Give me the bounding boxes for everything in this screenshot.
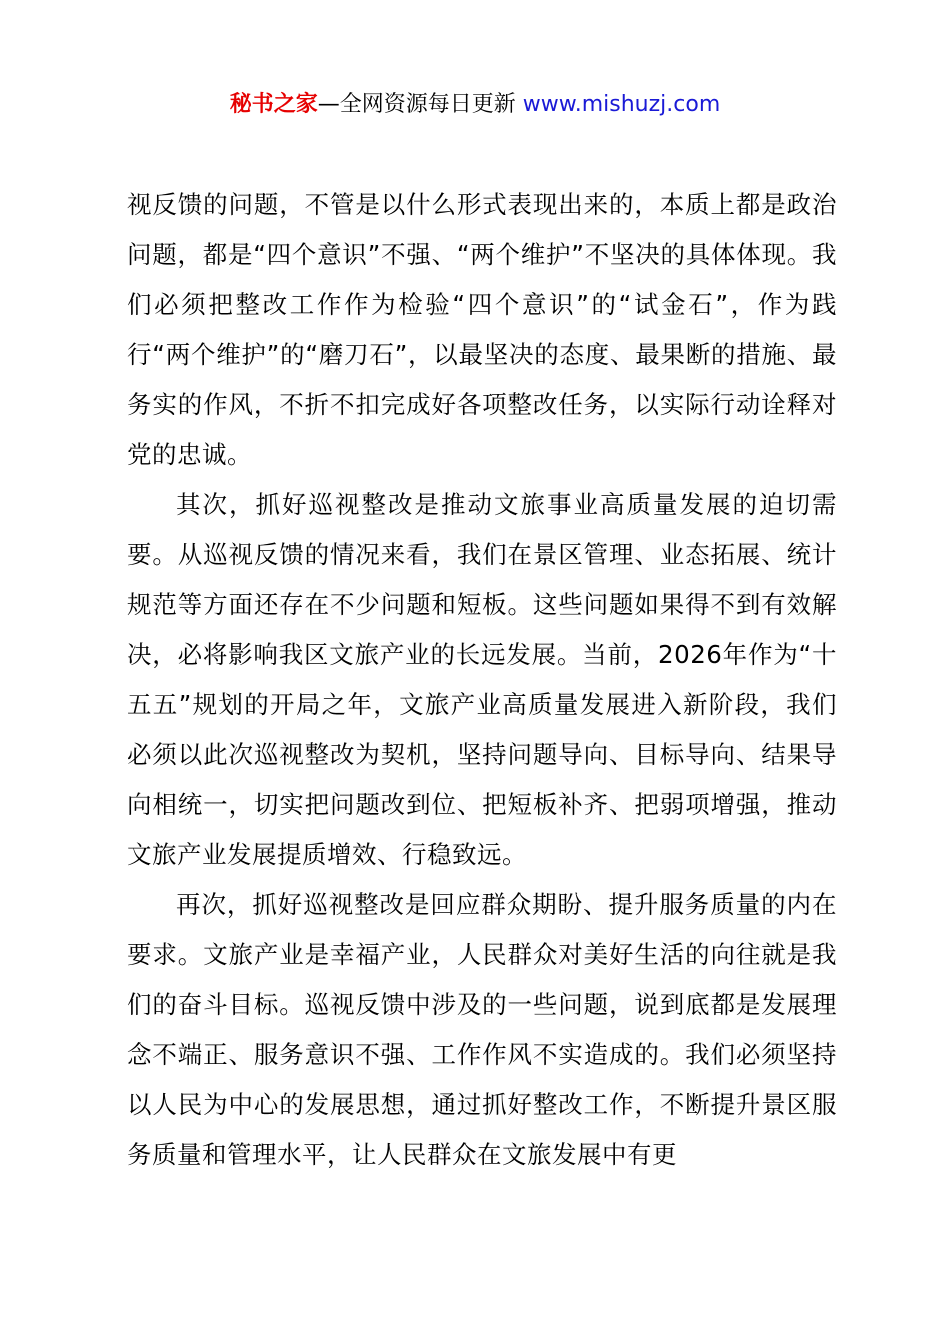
site-tagline: —全网资源每日更新 [317, 92, 516, 117]
paragraph-third-reason: 再次，抓好巡视整改是回应群众期盼、提升服务质量的内在要求。文旅产业是幸福产业，人民群众对美好生活的向往就是我们的奋斗目标。巡视反馈中涉及的一些问题，说到底都是发展理念不端正、服务意识不强、工作作风不实造成的。我们必须坚持以人民为中心的发展思想，通过抓好整改工作，不断提升景区服务质量和管理水平，让人民群众在文旅发展中有更 [127, 890, 837, 1169]
paragraph-second-reason: 其次，抓好巡视整改是推动文旅事业高质量发展的迫切需要。从巡视反馈的情况来看，我们在景区管理、业态拓展、统计规范等方面还存在不少问题和短板。这些问题如果得不到有效解决，必将影响我区文旅产业的长远发展。当前，2026年作为“十五五”规划的开局之年，文旅产业高质量发展进入新阶段，我们必须以此次巡视整改为契机，坚持问题导向、目标导向、结果导向相统一，切实把问题改到位、把短板补齐、把弱项增强，推动文旅产业发展提质增效、行稳致远。 [127, 490, 837, 869]
site-header [0, 88, 950, 122]
site-url-link[interactable]: www.mishuzj.com [522, 92, 721, 117]
site-brand: 秘书之家 [229, 92, 318, 117]
paragraph-continuation: 视反馈的问题，不管是以什么形式表现出来的，本质上都是政治问题，都是“四个意识”不强、“两个维护”不坚决的具体体现。我们必须把整改工作作为检验“四个意识”的“试金石”，作为践行“两个维护”的“磨刀石”，以最坚决的态度、最果断的措施、最务实的作风，不折不扣完成好各项整改任务，以实际行动诠释对党的忠诚。 [127, 190, 837, 469]
document-body [127, 180, 837, 1180]
